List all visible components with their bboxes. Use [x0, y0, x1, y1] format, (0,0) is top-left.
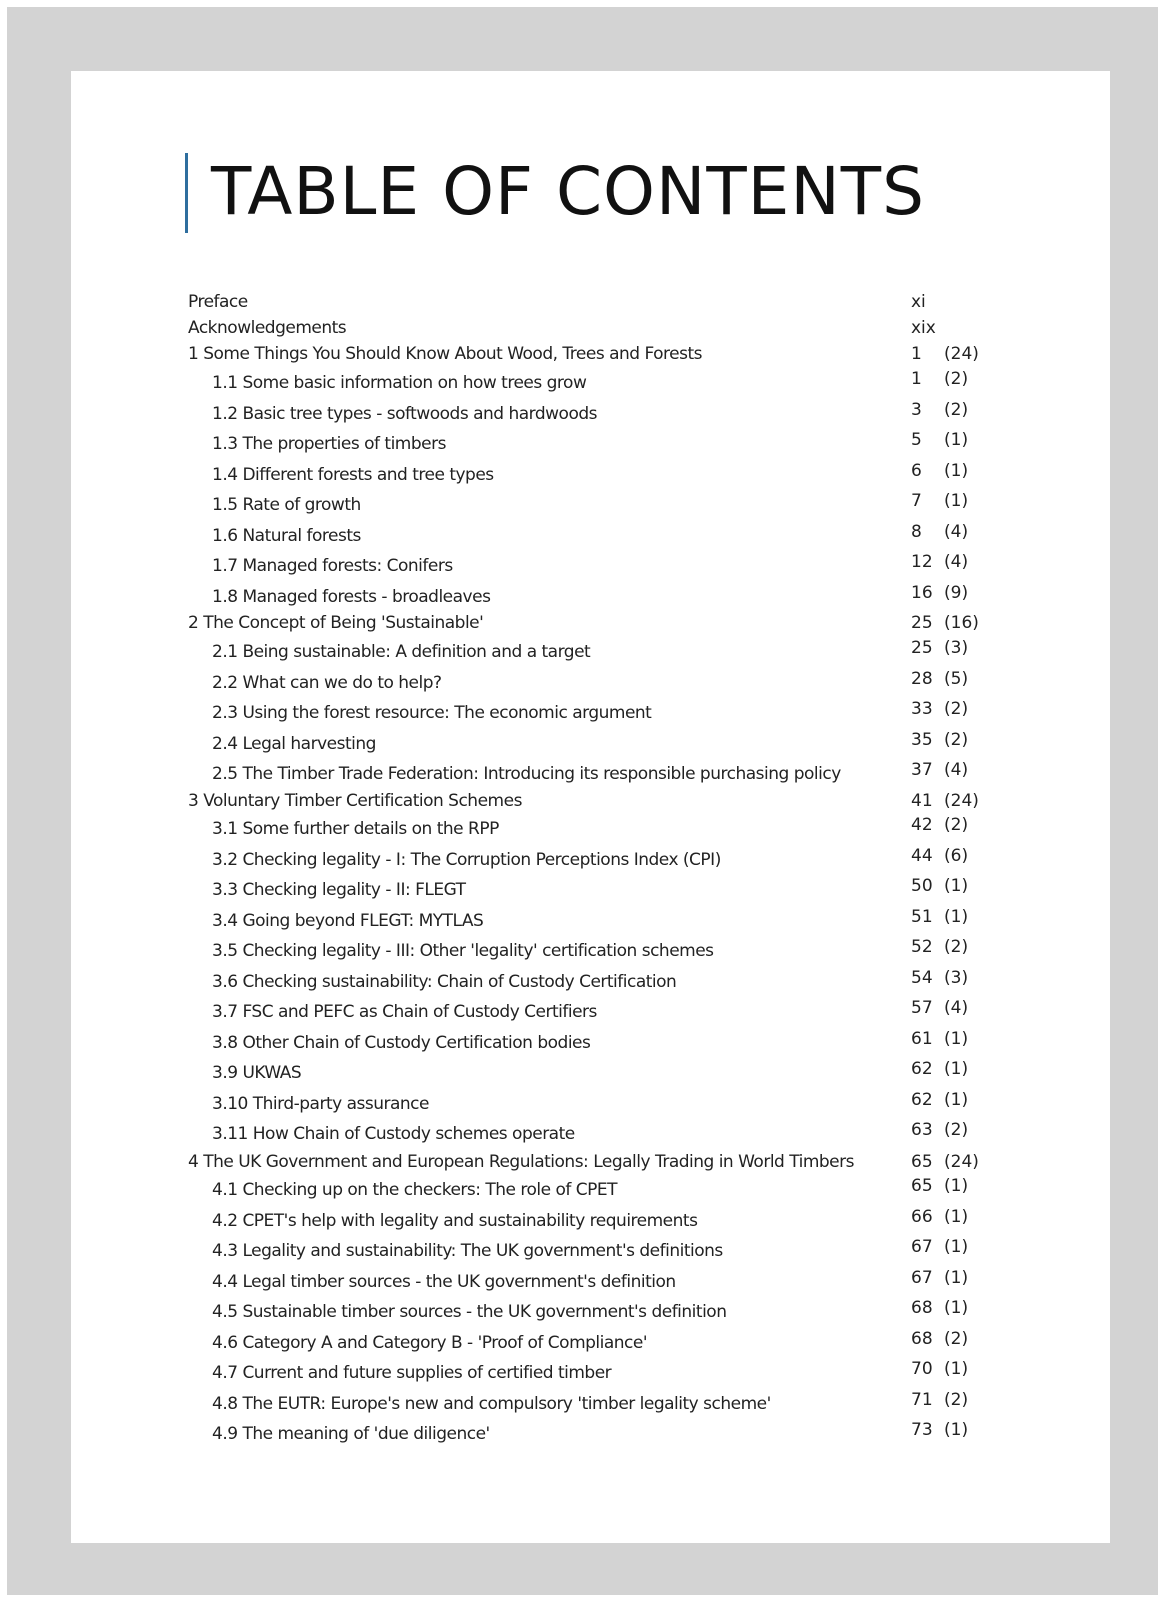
toc-page-number: 5: [911, 430, 922, 450]
toc-entry-title: 3.6 Checking sustainability: Chain of Custody Certification: [212, 972, 677, 992]
toc-entry[interactable]: [71, 341, 1110, 367]
toc-entry-title: Preface: [188, 292, 248, 312]
toc-subentry[interactable]: [71, 967, 1110, 993]
toc-page-count: (1): [944, 1176, 969, 1196]
toc-entry-title: 2.2 What can we do to help?: [212, 673, 442, 693]
toc-entry-title: 3.8 Other Chain of Custody Certification bodies: [212, 1033, 591, 1053]
toc-entry[interactable]: [71, 1149, 1110, 1175]
toc-page-count: (2): [944, 699, 969, 719]
toc-entry-title: 1.1 Some basic information on how trees grow: [212, 373, 587, 393]
toc-entry-title: 1.4 Different forests and tree types: [212, 465, 494, 485]
toc-entry-title: 4.6 Category A and Category B - 'Proof of Compliance': [212, 1333, 648, 1353]
toc-subentry[interactable]: [71, 814, 1110, 840]
toc-page-count: (1): [944, 1029, 969, 1049]
toc-subentry[interactable]: [71, 582, 1110, 608]
toc-subentry[interactable]: [71, 460, 1110, 486]
toc-subentry[interactable]: [71, 368, 1110, 394]
toc-page-count: (24): [944, 1152, 979, 1172]
toc-page-count: (3): [944, 968, 969, 988]
toc-page-number: 70: [911, 1359, 933, 1379]
toc-page-count: (3): [944, 638, 969, 658]
toc-subentry[interactable]: [71, 936, 1110, 962]
toc-entry-title: 4.3 Legality and sustainability: The UK government's definitions: [212, 1241, 723, 1261]
toc-page-number: 7: [911, 491, 922, 511]
toc-entry-title: 1.2 Basic tree types - softwoods and hardwoods: [212, 404, 598, 424]
toc-subentry[interactable]: [71, 698, 1110, 724]
toc-subentry[interactable]: [71, 1028, 1110, 1054]
toc-entry-title: 4.7 Current and future supplies of certified timber: [212, 1363, 612, 1383]
toc-page-count: (1): [944, 907, 969, 927]
toc-entry-title: 3.2 Checking legality - I: The Corruption Perceptions Index (CPI): [212, 850, 721, 870]
toc-page-count: (2): [944, 1390, 969, 1410]
toc-entry-title: 4.8 The EUTR: Europe's new and compulsory 'timber legality scheme': [212, 1394, 771, 1414]
toc-entry-title: 1.3 The properties of timbers: [212, 434, 446, 454]
toc-page-count: (1): [944, 1420, 969, 1440]
toc-page-number: 3: [911, 400, 922, 420]
toc-entry-title: 1 Some Things You Should Know About Wood, Trees and Forests: [188, 344, 703, 364]
toc-page-count: (1): [944, 1207, 969, 1227]
toc-page-count: (16): [944, 613, 979, 633]
toc-subentry[interactable]: [71, 1058, 1110, 1084]
toc-page-count: (4): [944, 760, 969, 780]
toc-page-count: (1): [944, 1298, 969, 1318]
toc-page-number: 35: [911, 730, 933, 750]
toc-page-number: 37: [911, 760, 933, 780]
toc-entry-title: 3.1 Some further details on the RPP: [212, 819, 499, 839]
toc-subentry[interactable]: [71, 729, 1110, 755]
toc-subentry[interactable]: [71, 1389, 1110, 1415]
toc-page-number: xix: [911, 318, 936, 338]
toc-entry-title: 3.7 FSC and PEFC as Chain of Custody Certifiers: [212, 1002, 597, 1022]
toc-subentry[interactable]: [71, 1236, 1110, 1262]
toc-subentry[interactable]: [71, 1419, 1110, 1445]
toc-page-number: 1: [911, 369, 922, 389]
toc-subentry[interactable]: [71, 906, 1110, 932]
toc-entry-title: 4.1 Checking up on the checkers: The role of CPET: [212, 1180, 618, 1200]
toc-page-number: 25: [911, 638, 933, 658]
toc-page-count: (1): [944, 461, 969, 481]
toc-entry[interactable]: [71, 315, 1110, 341]
toc-subentry[interactable]: [71, 1328, 1110, 1354]
toc-page-number: 68: [911, 1298, 933, 1318]
toc-subentry[interactable]: [71, 551, 1110, 577]
toc-page-number: 25: [911, 613, 933, 633]
toc-subentry[interactable]: [71, 1175, 1110, 1201]
toc-subentry[interactable]: [71, 1206, 1110, 1232]
toc-page-count: (1): [944, 1059, 969, 1079]
toc-page-count: (1): [944, 491, 969, 511]
toc-entry-title: 2.1 Being sustainable: A definition and a target: [212, 642, 591, 662]
toc-entry-title: 2 The Concept of Being 'Sustainable': [188, 613, 484, 633]
toc-entry[interactable]: [71, 788, 1110, 814]
toc-page-number: 33: [911, 699, 933, 719]
toc-subentry[interactable]: [71, 1267, 1110, 1293]
toc-page-count: (2): [944, 730, 969, 750]
toc-page-number: 68: [911, 1329, 933, 1349]
toc-page-count: (2): [944, 400, 969, 420]
table-of-contents: [71, 71, 1110, 1543]
toc-page-number: 65: [911, 1176, 933, 1196]
toc-page-count: (4): [944, 552, 969, 572]
toc-entry-title: 4.5 Sustainable timber sources - the UK government's definition: [212, 1302, 727, 1322]
toc-page-number: xi: [911, 292, 926, 312]
toc-subentry[interactable]: [71, 399, 1110, 425]
toc-page-number: 1: [911, 344, 922, 364]
toc-page-number: 57: [911, 998, 933, 1018]
toc-subentry[interactable]: [71, 521, 1110, 547]
toc-page-number: 65: [911, 1152, 933, 1172]
toc-page-number: 62: [911, 1059, 933, 1079]
toc-entry-title: 2.4 Legal harvesting: [212, 734, 376, 754]
toc-page-number: 52: [911, 937, 933, 957]
toc-entry-title: 3.9 UKWAS: [212, 1063, 302, 1083]
toc-subentry[interactable]: [71, 875, 1110, 901]
toc-page-count: (1): [944, 1359, 969, 1379]
toc-page-number: 54: [911, 968, 933, 988]
toc-page-number: 12: [911, 552, 933, 572]
toc-page-number: 42: [911, 815, 933, 835]
toc-entry-title: 3.4 Going beyond FLEGT: MYTLAS: [212, 911, 484, 931]
toc-entry-title: 4.9 The meaning of 'due diligence': [212, 1424, 490, 1444]
toc-page-count: (2): [944, 1329, 969, 1349]
toc-subentry[interactable]: [71, 429, 1110, 455]
toc-page-count: (5): [944, 669, 969, 689]
toc-subentry[interactable]: [71, 1358, 1110, 1384]
toc-page-count: (9): [944, 583, 969, 603]
toc-entry-title: 3.3 Checking legality - II: FLEGT: [212, 880, 466, 900]
toc-page-number: 66: [911, 1207, 933, 1227]
toc-subentry[interactable]: [71, 1089, 1110, 1115]
toc-page-count: (1): [944, 876, 969, 896]
toc-entry-title: 4.4 Legal timber sources - the UK government's definition: [212, 1272, 676, 1292]
toc-page-number: 61: [911, 1029, 933, 1049]
toc-page-number: 67: [911, 1268, 933, 1288]
toc-entry-title: 3 Voluntary Timber Certification Schemes: [188, 791, 522, 811]
page-frame: [7, 7, 1158, 1595]
toc-page-number: 16: [911, 583, 933, 603]
toc-page-count: (4): [944, 998, 969, 1018]
toc-page-number: 41: [911, 791, 933, 811]
toc-subentry[interactable]: [71, 668, 1110, 694]
toc-page-number: 63: [911, 1120, 933, 1140]
toc-page-count: (2): [944, 369, 969, 389]
toc-page-count: (24): [944, 791, 979, 811]
toc-page-number: 8: [911, 522, 922, 542]
toc-page-count: (2): [944, 937, 969, 957]
toc-subentry[interactable]: [71, 845, 1110, 871]
toc-entry-title: 3.10 Third-party assurance: [212, 1094, 429, 1114]
toc-subentry[interactable]: [71, 997, 1110, 1023]
toc-page-number: 6: [911, 461, 922, 481]
toc-page-number: 28: [911, 669, 933, 689]
toc-subentry[interactable]: [71, 759, 1110, 785]
toc-page-number: 71: [911, 1390, 933, 1410]
toc-entry[interactable]: [71, 289, 1110, 315]
toc-entry-title: 4.2 CPET's help with legality and sustainability requirements: [212, 1211, 698, 1231]
toc-subentry[interactable]: [71, 1119, 1110, 1145]
toc-entry-title: 1.5 Rate of growth: [212, 495, 361, 515]
toc-entry[interactable]: [71, 610, 1110, 636]
toc-subentry[interactable]: [71, 1297, 1110, 1323]
document-page: [71, 71, 1110, 1543]
toc-page-count: (1): [944, 1237, 969, 1257]
toc-page-number: 51: [911, 907, 933, 927]
page-title: TABLE OF CONTENTS: [211, 153, 925, 230]
toc-entry-title: 2.5 The Timber Trade Federation: Introducing its responsible purchasing policy: [212, 764, 841, 784]
toc-page-number: 62: [911, 1090, 933, 1110]
toc-entry-title: Acknowledgements: [188, 318, 347, 338]
toc-page-count: (2): [944, 1120, 969, 1140]
toc-page-number: 50: [911, 876, 933, 896]
toc-entry-title: 3.11 How Chain of Custody schemes operate: [212, 1124, 575, 1144]
toc-page-number: 44: [911, 846, 933, 866]
toc-subentry[interactable]: [71, 637, 1110, 663]
toc-page-count: (2): [944, 815, 969, 835]
toc-entry-title: 1.7 Managed forests: Conifers: [212, 556, 453, 576]
toc-page-count: (1): [944, 430, 969, 450]
toc-entry-title: 2.3 Using the forest resource: The economic argument: [212, 703, 652, 723]
toc-page-count: (24): [944, 344, 979, 364]
toc-page-number: 73: [911, 1420, 933, 1440]
toc-page-count: (4): [944, 522, 969, 542]
toc-page-number: 67: [911, 1237, 933, 1257]
toc-page-count: (6): [944, 846, 969, 866]
toc-entry-title: 4 The UK Government and European Regulations: Legally Trading in World Timbers: [188, 1152, 854, 1172]
toc-subentry[interactable]: [71, 490, 1110, 516]
toc-entry-title: 1.8 Managed forests - broadleaves: [212, 587, 491, 607]
toc-page-count: (1): [944, 1268, 969, 1288]
toc-entry-title: 3.5 Checking legality - III: Other 'legality' certification schemes: [212, 941, 714, 961]
toc-entry-title: 1.6 Natural forests: [212, 526, 361, 546]
toc-page-count: (1): [944, 1090, 969, 1110]
